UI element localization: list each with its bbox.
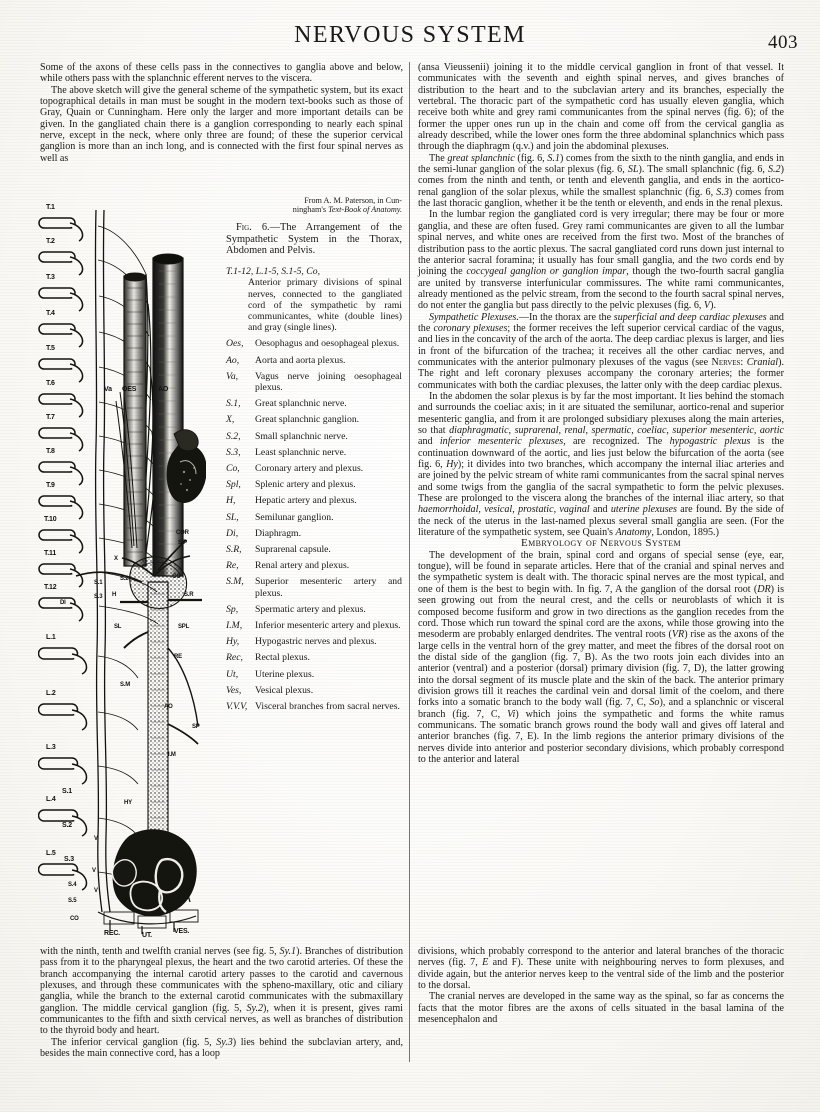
legend-entry-symbol: I.M, [226, 620, 243, 632]
legend-entry-description: Oesophagus and oesophageal plexus. [255, 338, 400, 350]
plate-label-re: RE [174, 654, 182, 660]
figure-caption-text: —The Arrangement of the Sympathetic System in the Thorax, Abdomen and Pelvis. [226, 221, 402, 257]
legend-entry-symbol: Va, [226, 370, 239, 382]
plate-label-x: X [114, 556, 118, 562]
legend-entry-description: Visceral branches from sacral nerves. [255, 701, 400, 713]
plate-label-s1: S.1 [62, 788, 72, 795]
legend-entry-symbol: S.1, [226, 398, 241, 410]
legend-entry-description: Hypogastric nerves and plexus. [255, 636, 377, 648]
legend-entry [226, 544, 402, 555]
legend-entry [226, 447, 402, 458]
paragraph: with the ninth, tenth and twelfth cranial nerves (see fig. 5, Sy.1). Branches of distribution pass from it to the pharyngeal plexus, the heart and the two carotid arteries. Of these the branch accompanying the internal carotid artery passes to the carotid and cavernous plexuses, and through these communicates with the spheno-maxillary, otic and ciliary ganglia, while the branch to the external carotid communicates with the submaxillary ganglion. The middle cervical ganglion (fig. 5, Sy.2), when it is present, gives rami communicantes to the fifth and sixth cervical nerves, as well as branches of distribution to the thyroid body and heart. [40, 946, 404, 1037]
plate-label-v-2: V [92, 868, 96, 874]
paragraph: Some of the axons of these cells pass in the connectives to ganglia above and below, while others pass with the splanchnic efferent nerves to the viscera. [40, 62, 403, 85]
plate-label-sp-coronary: S.P [178, 540, 188, 546]
legend-entry-symbol: Hy, [226, 636, 240, 648]
plate-label-ao-abdominal: AO [164, 704, 173, 710]
plate-label-t1: T.1 [46, 204, 55, 211]
plate-label-cor: COR [176, 530, 189, 536]
left-column-top-text [40, 62, 403, 164]
plate-label-t11: T.11 [44, 550, 57, 557]
legend-entry-description: Superior mesenteric artery and plexus. [255, 576, 402, 599]
legend-entry [226, 652, 402, 663]
page-header [0, 22, 820, 56]
plate-label-l3: L.3 [46, 744, 56, 751]
legend-entry-symbol: Co, [226, 463, 240, 475]
paragraph: The great splanchnic (fig. 6, S.1) comes from the sixth to the ninth ganglia, and ends in the semi-lunar ganglion of the solar plexus (fig. 6, SL). The small splanchnic (fig. 6, S.2) comes from the ninth and tenth, or tenth and eleventh ganglia, and ends in the aortico-renal ganglion of the solar plexus, while the smallest splanchnic (fig. 6, S.3) comes from the last thoracic ganglion, whether it be the tenth or eleventh, and ends in the renal plexus. [418, 152, 784, 210]
plate-label-t12: T.12 [44, 584, 57, 591]
plate-label-s2-splanchnic: S.2 [120, 576, 129, 582]
legend-entry-description: Hepatic artery and plexus. [255, 495, 357, 507]
figure-number: Fig. 6. [236, 221, 270, 233]
legend-entry-symbol: S.M, [226, 576, 244, 588]
plate-label-sm: S.M [120, 682, 131, 688]
figure-6 [38, 196, 403, 944]
legend-entry [226, 338, 402, 349]
legend-entry-symbol: V.V.V, [226, 701, 248, 713]
paragraph: The inferior cervical ganglion (fig. 5, Sy.3) lies behind the subclavian artery, and, besides the main connective cord, has a loop [40, 1036, 403, 1060]
credit-source-title: Text-Book of Anatomy. [328, 205, 402, 215]
paragraph: (ansa Vieussenii) joining it to the middle cervical ganglion in front of that vessel. It communicates with the seventh and eighth spinal nerves, and gives branches of distribution to the heart and to the subclavian artery and its branches, especially the vertebral. The thoracic part of the sympathetic cord has usually eleven ganglia, which receive both white and grey rami communicantes from the spinal nerves (fig. 6); of the former the upper ones run up in the chain and come off from the cervical ganglia as already described, while the lower ones form the three abdominal splanchnics which pass through the diaphragm (q.v.) and join the abdominal plexuses. [418, 62, 784, 153]
legend-entry-symbol: S.2, [226, 430, 241, 442]
plate-label-s1-splanchnic: S.1 [94, 580, 103, 586]
legend-entry-description: Vagus nerve joining oesophageal plexus. [255, 370, 402, 394]
legend-entry [226, 266, 402, 333]
legend-entry [226, 431, 402, 442]
legend-entry [226, 560, 402, 571]
legend-entry-symbol: Sp, [226, 603, 239, 615]
plate-label-s3-splanchnic: S.3 [94, 594, 103, 600]
plate-label-sp: SP [192, 724, 200, 730]
legend-entry [226, 620, 402, 631]
plate-label-sr: S.R [184, 592, 194, 598]
legend-entry-description: Vesical plexus. [255, 684, 314, 696]
plate-label-t4: T.4 [46, 310, 55, 317]
right-column-bottom-text [418, 946, 784, 1025]
legend-entry-symbol: Ut, [226, 668, 239, 680]
paragraph: divisions, which probably correspond to the anterior and lateral branches of the thoracic nerves (fig. 7, E and F). These unite with neighbouring nerves to form plexuses, and divide again, but the anterior nerves keep to the ventral side of the limb and the posterior to the dorsal. [418, 946, 784, 992]
legend-entry-description: Rectal plexus. [255, 652, 310, 664]
page-title: NERVOUS SYSTEM [294, 22, 526, 48]
plate-label-t6: T.6 [46, 380, 55, 387]
legend-entry-symbol: Rec, [226, 652, 243, 664]
legend-entry-description: Coronary artery and plexus. [255, 463, 364, 475]
paragraph: Sympathetic Plexuses.—In the thorax are the superficial and deep cardiac plexuses and the coronary plexuses; the former receives the left superior cervical cardiac of the vagus, and lies in the concavity of the arch of the aorta. The deep cardiac plexus is larger, and lies in front of the bifurcation of the trachea; it receives all the other cardiac nerves, and communicates with the anterior pulmonary plexuses of the vagus (see Nerves: Cranial). The right and left coronary plexuses accompany the coronary arteries; the former communicates with both the cardiac plexuses, the latter only with the deep cardiac plexus. [418, 311, 784, 391]
legend-entry-symbol: Re, [226, 560, 239, 572]
legend-entry [226, 701, 402, 712]
plate-label-di: DI [60, 600, 66, 606]
plate-label-co: CO [70, 916, 79, 922]
figure-caption [226, 222, 402, 257]
paragraph: In the abdomen the solar plexus is by far the most important. It lies behind the stomach and surrounds the coeliac axis; in it are situated the semilunar, aortico-renal and superior mesenteric ganglia, and from it are prolonged subsidiary plexuses along the main arteries, so that diaphragmatic, suprarenal, renal, spermatic, coeliac, superior mesenteric, aortic and inferior mesenteric plexuses, are recognized. The hypogastric plexus is the continuation downward of the aortic, and lies just below the bifurcation of the aorta (see fig. 6, Hy); it divides into two branches, which accompany the internal iliac arteries and are joined by the pelvic stream of white rami communicantes from the sacral spinal nerves and some twigs from the ganglia of the sacral sympathetic to form the pelvic plexuses. These are prolonged to the viscera along the branches of the internal iliac artery, so that haemorrhoidal, vesical, prostatic, vaginal and uterine plexuses are found. By the side of the neck of the uterus in the last-named plexus several small ganglia are seen. (For the literature of the sympathetic system, see Quain's Anatomy, London, 1895.) [418, 390, 785, 539]
plate-label-oes: OES [122, 386, 137, 393]
legend-entry [226, 398, 402, 409]
legend-entry-description: Inferior mesenteric artery and plexus. [255, 620, 401, 632]
legend-entry [226, 576, 402, 598]
plate-label-t3: T.3 [46, 274, 55, 281]
legend-entry-symbol: Oes, [226, 338, 244, 350]
anatomical-engraving [38, 196, 206, 944]
figure-credit [226, 196, 402, 215]
legend-entry-description: Anterior primary divisions of spinal nerves, connected to the gangliated cord of the sympathetic by rami communicantes, white (double lines) and gray (single lines). [248, 277, 402, 334]
legend-entry [226, 479, 402, 490]
left-column-bottom-text [40, 946, 403, 1059]
plate-label-t8: T.8 [46, 448, 55, 455]
plate-label-co-coronary: CO [172, 574, 181, 580]
legend-entry [226, 512, 402, 523]
legend-entry-description: Semilunar ganglion. [255, 511, 334, 523]
plate-label-s2: S.2 [62, 822, 72, 829]
plate-label-ao-thoracic: AO [158, 386, 169, 393]
legend-entry [226, 463, 402, 474]
plate-label-l2: L.2 [46, 690, 56, 697]
legend-entry-symbol: Di, [226, 527, 239, 539]
paragraph: The cranial nerves are developed in the same way as the spinal, so far as concerns the facts that the motor fibres are the axons of cells situated in the basal lamina of the mesencephalon and [418, 991, 784, 1026]
figure-legend-list [226, 266, 402, 712]
legend-entry-description: Splenic artery and plexus. [255, 479, 356, 491]
legend-entry-symbol: SL, [226, 511, 239, 523]
legend-entry [226, 528, 402, 539]
section-heading: Embryology of Nervous System [520, 537, 682, 550]
plate-label-l5: L.5 [46, 850, 56, 857]
plate-label-s5: S.5 [68, 898, 77, 904]
legend-entry-symbol: Ves, [226, 684, 242, 696]
legend-entry-description: Uterine plexus. [255, 668, 315, 680]
paragraph: The above sketch will give the general scheme of the sympathetic system, but its exact topographical details in man must be sought in the modern text-books such as those of Gray, Quain or Cunningham. Here only the larger and more important details can be given. In the gangliated chain there is a ganglion corresponding to nearly each spinal nerve, except in the neck, where only three are found; of these the superior cervical ganglion is more than an inch long, and is connected with the first four spinal nerves as well as [40, 84, 403, 164]
legend-entry [226, 685, 402, 696]
plate-label-va: Va [104, 386, 112, 393]
plate-label-t10: T.10 [44, 516, 57, 523]
plate-label-spl: SPL [178, 624, 190, 630]
plate-label-hy: HY [124, 800, 132, 806]
paragraph: The development of the brain, spinal cord and organs of special sense (eye, ear, tongue), will be found in separate articles. Here that of the cranial and spinal nerves and the sympathetic system is dealt with. The thoracic spinal nerves are the most typical, and one of them is the best to begin with. In fig. 7, A the ganglion of the dorsal root (DR) is seen growing out from the neural crest, and the cells or neuroblasts of which it is composed become fusiform and grow in two directions as the ganglion recedes from the cord. Those which run toward the spinal cord are the axons, while those growing into the mesoderm are probably enlarged dendrites. The ventral roots (VR) rise as the axons of the large cells in the ventral horn of the grey matter, and meet the fibres of the dorsal root on the distal side of the ganglion (fig. 7, B). As the two roots join each divides into an anterior (ventral) and a posterior (dorsal) primary division (fig. 7, D), the latter growing into the dorsal segment of its muscle plate and the skin of the back. The anterior primary division grows till it reaches the cardinal vein and dorsal limit of the coelom, and there forks into a somatic branch to the body wall (fig. 7, C, So), and a splanchnic or visceral branch (fig. 7, C, Vi) which joins the sympathetic and forms the white ramus communicans. The somatic branch grows round the body wall and gives off lateral and anterior branches (fig. 7, E). In the limb regions the anterior primary divisions of the nerves divide into anterior and posterior secondary divisions, which probably correspond to the anterior and lateral [418, 549, 785, 765]
legend-entry-description: Great splanchnic ganglion. [255, 414, 360, 426]
plate-label-h: H [112, 592, 117, 598]
legend-entry-description: Diaphragm. [255, 527, 302, 539]
credit-line-2: ningham's [292, 205, 329, 215]
right-column-top-text [418, 62, 784, 765]
legend-entry [226, 669, 402, 680]
legend-entry [226, 414, 402, 425]
legend-entry [226, 604, 402, 615]
plate-label-sl: SL [114, 624, 122, 630]
plate-label-l1: L.1 [46, 634, 56, 641]
plate-label-ves: VES. [174, 928, 190, 935]
plate-label-t5: T.5 [46, 345, 55, 352]
legend-entry-symbol: S.3, [226, 446, 241, 458]
plate-label-v-1: V [94, 836, 98, 842]
legend-entry-description: Renal artery and plexus. [255, 560, 350, 572]
plate-label-im: I.M [168, 752, 176, 758]
legend-entry-symbol: Ao, [226, 354, 240, 366]
legend-entry-description: Least splanchnic nerve. [255, 446, 347, 458]
legend-entry-description: Small splanchnic nerve. [255, 430, 348, 442]
plate-label-ut: UT. [142, 932, 152, 939]
legend-entry-description: Spermatic artery and plexus. [255, 603, 366, 615]
column-divider-rule [409, 62, 410, 1062]
legend-entry-symbol: H, [226, 495, 236, 507]
plate-label-t7: T.7 [46, 414, 55, 421]
page-number: 403 [768, 32, 798, 53]
plate-label-v-3: V [94, 888, 98, 894]
plate-label-s4: S.4 [68, 882, 77, 888]
plate-label-t2: T.2 [46, 238, 55, 245]
plate-label-l4: L.4 [46, 796, 56, 803]
legend-entry-symbol: X, [226, 414, 235, 426]
plate-label-t9: T.9 [46, 482, 55, 489]
legend-entry-symbol: T.1-12, L.1-5, S.1-5, Co, [226, 266, 321, 278]
legend-entry [226, 636, 402, 647]
credit-line-1: From A. M. Paterson, in Cun- [304, 196, 402, 205]
plate-label-rec: REC. [104, 930, 120, 937]
legend-entry [226, 355, 402, 366]
legend-entry-description: Suprarenal capsule. [255, 544, 331, 556]
legend-entry [226, 371, 402, 393]
legend-entry-description: Great splanchnic nerve. [255, 398, 347, 410]
legend-entry-symbol: Spl, [226, 479, 241, 491]
plate-label-s3: S.3 [64, 856, 74, 863]
legend-entry [226, 495, 402, 506]
legend-entry-description: Aorta and aorta plexus. [255, 354, 346, 366]
legend-entry-symbol: S.R, [226, 544, 242, 556]
paragraph: In the lumbar region the gangliated cord is very irregular; there may be four or more ganglia, and these are often fused. Grey rami communicantes are given to all the lumbar spinal nerves, and white ones are received from the first two. Most of the branches of distribution pass to the aortic plexus. The sacral gangliated cord runs down just internal to the anterior sacral foramina; it usually has four small ganglia, and the two cords end by joining the coccygeal ganglion or ganglion impar, though the two-fourth sacral ganglia are united by transverse interfunicular commissures. The white rami communicantes, already mentioned as the pelvic stream, from the second to the fourth sacral spinal nerves, do not enter the ganglia but pass directly to the pelvic plexuses (fig. 6, V). [418, 209, 784, 312]
figure-legend [226, 196, 402, 717]
